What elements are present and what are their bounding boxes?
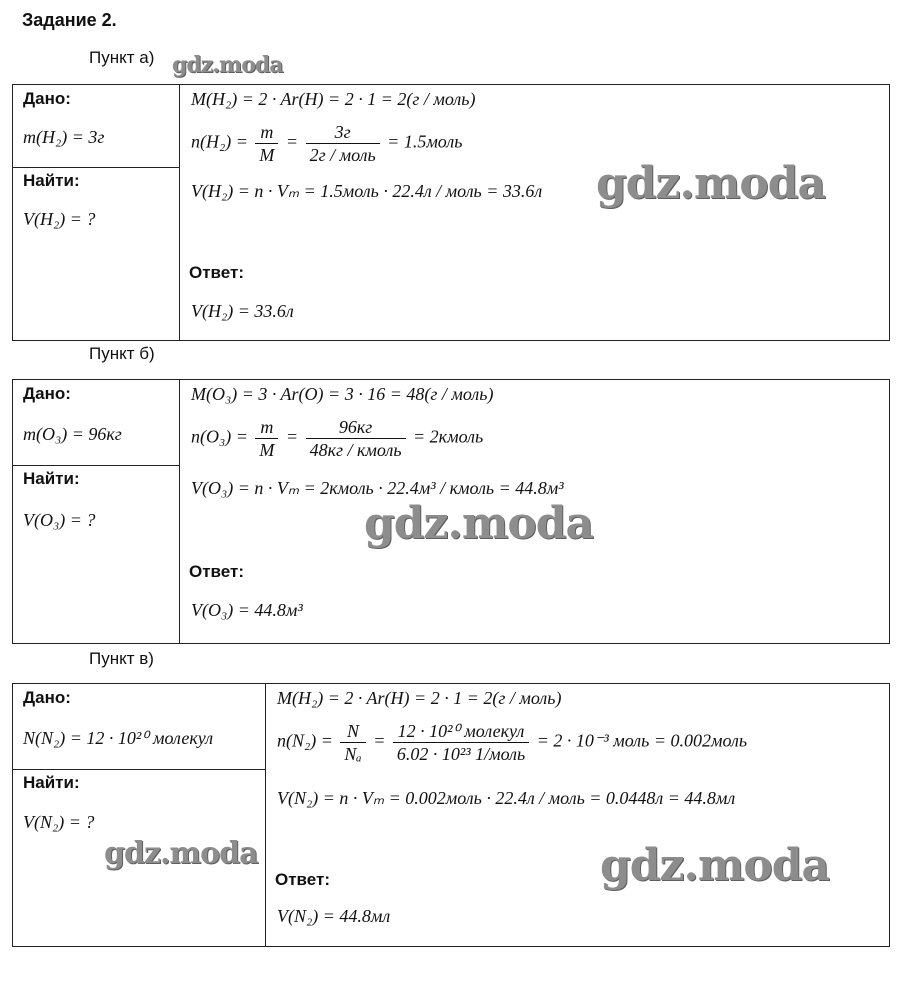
section-a-fraction-2 [306,121,380,166]
given-heading: Дано: [23,384,71,403]
watermark: gdz.moda [172,52,283,78]
section-c-fraction-1 [340,720,365,765]
section-a-table [12,84,890,341]
fraction-denominator: M [259,440,275,460]
section-a-given-cell [13,85,179,168]
watermark: gdz.moda [596,158,826,209]
fraction-denominator: 2г / моль [309,145,376,165]
section-b-given-value: m(O₃) = 96кг [23,424,122,444]
fraction-numerator: m [255,121,278,144]
watermark: gdz.moda [600,840,830,891]
section-b-answer: V(O₃) = 44.8м³ [191,600,303,620]
section-c-line2-rhs: = 2 · 10⁻³ моль = 0.002моль [536,730,748,751]
fraction-numerator: 96кг [306,416,406,439]
fraction-numerator: 12 · 10²⁰ молекул [393,720,529,743]
given-heading: Дано: [23,688,71,707]
section-a-left-column [13,85,180,340]
fraction-denominator: 48кг / кмоль [309,440,402,460]
page-title: Задание 2. [22,10,117,30]
section-c-line1: M(H₂) = 2 · Ar(H) = 2 · 1 = 2(г / моль) [277,688,562,708]
section-b-line2-lhs: n(O₃) = [191,426,248,447]
section-b-line1: M(O₃) = 3 · Ar(O) = 3 · 16 = 48(г / моль) [191,384,494,404]
fraction-numerator: 3г [306,121,380,144]
answer-heading: Ответ: [189,562,244,581]
section-c-answer: V(N₂) = 44.8мл [277,906,391,926]
section-b-line2-rhs: = 2кмоль [413,426,484,447]
find-heading: Найти: [23,773,80,792]
section-c-line2: n(N₂) = $\frac{N}{\text{Nₐ}}$ = $\frac{\text{12 · 10²⁰ молекул}}{\text{6.02 · 10²³ 1/моль}}$ = 2 · 10⁻³ моль = 0.002моль [277,721,748,764]
section-a-line2: n(H₂) = $\frac{m}{M}$ = $\frac{3г}{\text{2г / моль}}$ = 1.5моль [191,122,463,165]
watermark: gdz.moda [104,836,258,871]
given-heading: Дано: [23,89,71,108]
section-b-fraction-1 [255,416,278,461]
section-c-line3: V(N₂) = n · Vₘ = 0.002моль · 22.4л / моль = 0.0448л = 44.8мл [277,788,736,808]
section-b-line2: n(O₃) = $\frac{m}{M}$ = $\frac{96кг}{\text{48кг / кмоль}}$ = 2кмоль [191,417,484,460]
section-c-given-value: N(N₂) = 12 · 10²⁰ молекул [23,728,214,748]
fraction-denominator: Nₐ [344,744,362,764]
answer-heading: Ответ: [189,263,244,282]
fraction-denominator: M [259,145,275,165]
section-a-label: Пункт а) [89,48,155,67]
section-b-given-cell [13,380,179,466]
section-b-line3: V(O₃) = n · Vₘ = 2кмоль · 22.4м³ / кмоль = 44.8м³ [191,478,564,498]
section-b-label: Пункт б) [89,344,155,363]
section-a-line2-lhs: n(H₂) = [191,131,248,152]
watermark: gdz.moda [364,498,594,549]
section-b-find-value: V(O₃) = ? [23,510,96,530]
section-c-left-column [13,684,266,946]
section-c-line2-lhs: n(N₂) = [277,730,333,751]
section-a-line2-rhs: = 1.5моль [387,131,463,152]
section-a-answer: V(H₂) = 33.6л [191,301,294,321]
fraction-denominator: 6.02 · 10²³ 1/моль [396,744,526,764]
section-c-table [12,683,890,947]
section-a-line1: M(H₂) = 2 · Ar(H) = 2 · 1 = 2(г / моль) [191,89,476,109]
section-a-given-value: m(H₂) = 3г [23,127,105,147]
section-c-label: Пункт в) [89,649,154,668]
fraction-numerator: N [340,720,365,743]
fraction-numerator: m [255,416,278,439]
section-b-left-column [13,380,180,643]
section-c-find-value: V(N₂) = ? [23,812,95,832]
section-a-line3: V(H₂) = n · Vₘ = 1.5моль · 22.4л / моль = 33.6л [191,181,543,201]
section-c-given-cell [13,684,265,770]
section-c-fraction-2 [393,720,529,765]
find-heading: Найти: [23,469,80,488]
find-heading: Найти: [23,171,80,190]
section-a-find-value: V(H₂) = ? [23,209,96,229]
answer-heading: Ответ: [275,870,330,889]
section-a-fraction-1 [255,121,278,166]
section-b-fraction-2 [306,416,406,461]
